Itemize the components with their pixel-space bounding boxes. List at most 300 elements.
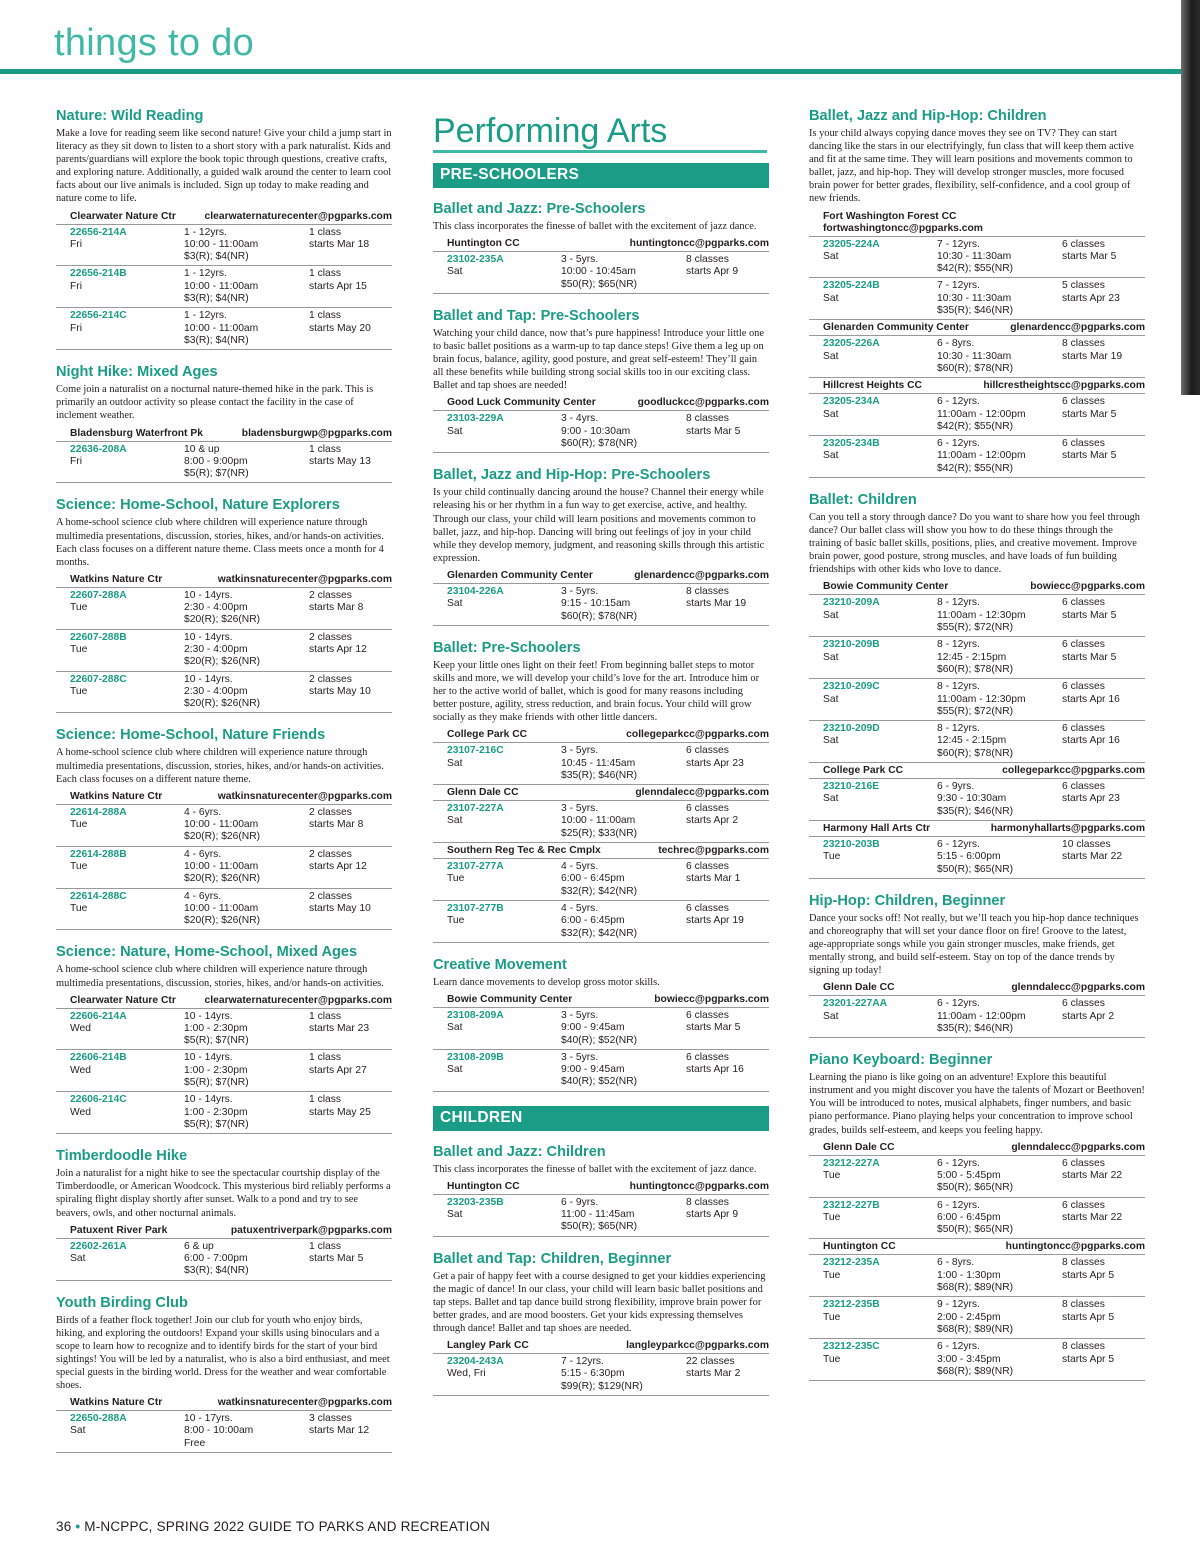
class-count: 8 classes bbox=[686, 254, 729, 266]
activity-code[interactable]: 22606-214B bbox=[70, 1052, 127, 1064]
facility-name: Glenn Dale CC bbox=[823, 1141, 895, 1153]
facility-name: Hillcrest Heights CC bbox=[823, 380, 922, 392]
fee: Free bbox=[184, 1437, 206, 1449]
activity-code[interactable]: 22636-208A bbox=[70, 443, 127, 455]
class-count: 1 class bbox=[309, 1240, 342, 1252]
fee: $68(R); $89(NR) bbox=[937, 1365, 1014, 1377]
activity-code[interactable]: 22602-261A bbox=[70, 1240, 127, 1252]
facility-email[interactable]: collegeparkcc@pgparks.com bbox=[626, 729, 769, 741]
start-date: starts Apr 16 bbox=[1062, 693, 1120, 705]
class-listing-row bbox=[56, 889, 392, 931]
facility-header bbox=[809, 1239, 1145, 1255]
activity-code[interactable]: 23203-235B bbox=[447, 1196, 504, 1208]
class-listing-row bbox=[56, 1411, 392, 1453]
facility-email[interactable]: collegeparkcc@pgparks.com bbox=[1002, 765, 1145, 777]
activity-code[interactable]: 23210-209C bbox=[823, 681, 880, 693]
spacer bbox=[70, 873, 184, 885]
meeting-time: 2:30 - 4:00pm bbox=[184, 685, 248, 697]
activity-code[interactable]: 23205-234B bbox=[823, 438, 880, 450]
start-date: starts Apr 12 bbox=[309, 643, 367, 655]
spacer bbox=[823, 664, 937, 676]
activity-code[interactable]: 22607-288A bbox=[70, 589, 127, 601]
meeting-day: Sat bbox=[823, 250, 839, 262]
class-listing-row bbox=[809, 436, 1145, 478]
class-count: 1 class bbox=[309, 1052, 342, 1064]
spacer bbox=[447, 1035, 561, 1047]
fee: $35(R); $46(NR) bbox=[561, 769, 638, 781]
program-section bbox=[56, 944, 392, 1134]
start-date: starts Mar 19 bbox=[1062, 350, 1123, 362]
meeting-day: Sat bbox=[447, 1209, 463, 1221]
spacer bbox=[823, 806, 937, 818]
program-title: Ballet, Jazz and Hip-Hop: Pre-Schoolers bbox=[433, 467, 711, 484]
program-section bbox=[56, 727, 392, 930]
activity-code[interactable]: 23104-226A bbox=[447, 585, 504, 597]
program-title: Ballet and Jazz: Children bbox=[433, 1143, 606, 1160]
age-range: 6 - 12yrs. bbox=[937, 838, 980, 850]
meeting-day: Tue bbox=[823, 1311, 841, 1323]
fee: $50(R); $65(NR) bbox=[937, 863, 1014, 875]
program-section bbox=[433, 201, 769, 294]
facility-name: Huntington CC bbox=[447, 238, 520, 250]
class-listing-row bbox=[56, 308, 392, 350]
age-range: 7 - 12yrs. bbox=[937, 238, 980, 250]
meeting-time: 9:00 - 10:30am bbox=[561, 425, 631, 437]
meeting-time: 10:00 - 11:00am bbox=[184, 860, 259, 872]
class-listing-row bbox=[809, 1255, 1145, 1297]
meeting-day: Sat bbox=[823, 450, 839, 462]
activity-code[interactable]: 22606-214A bbox=[70, 1010, 127, 1022]
class-count: 1 class bbox=[309, 1010, 342, 1022]
facility-name: Watkins Nature Ctr bbox=[70, 790, 163, 802]
activity-code[interactable]: 22656-214B bbox=[70, 268, 127, 280]
fee: $60(R); $78(NR) bbox=[561, 610, 638, 622]
facility-email[interactable]: glenndalecc@pgparks.com bbox=[635, 787, 769, 799]
facility-header bbox=[56, 993, 392, 1009]
program-title: Piano Keyboard: Beginner bbox=[809, 1052, 993, 1069]
facility-email[interactable]: clearwaternaturecenter@pgparks.com bbox=[204, 210, 392, 222]
meeting-time: 9:00 - 9:45am bbox=[561, 1064, 625, 1076]
activity-code[interactable]: 22614-288A bbox=[70, 806, 127, 818]
age-range: 10 - 14yrs. bbox=[184, 1010, 233, 1022]
class-listing-row bbox=[56, 1092, 392, 1134]
program-description: Learning the piano is like going on an adventure! Explore this beautiful instrument and you might discover you have the talents of Mozart or Beethoven! You will be introduced to notes, musical alphabets, finger numbers, and basic piano performance. Piano playing helps your concentration to improve school grades, builds self-esteem, and keeps you feeling happy. bbox=[809, 1072, 1145, 1136]
facility-name: Watkins Nature Ctr bbox=[70, 1397, 163, 1409]
activity-code[interactable]: 22656-214C bbox=[70, 310, 127, 322]
meeting-day: Tue bbox=[447, 873, 465, 885]
fee: $3(R); $4(NR) bbox=[184, 251, 249, 263]
start-date: starts Apr 5 bbox=[1062, 1269, 1115, 1281]
class-listing-row bbox=[809, 679, 1145, 721]
activity-code[interactable]: 22656-214A bbox=[70, 226, 127, 238]
meeting-day: Tue bbox=[823, 1353, 841, 1365]
facility-name: College Park CC bbox=[447, 729, 528, 741]
spacer bbox=[70, 915, 184, 927]
class-listing-row bbox=[809, 996, 1145, 1038]
age-range: 8 - 12yrs. bbox=[937, 639, 980, 651]
age-range: 10 - 14yrs. bbox=[184, 1094, 233, 1106]
page-edge-tab bbox=[1181, 0, 1200, 395]
class-count: 6 classes bbox=[1062, 1199, 1105, 1211]
fee: $50(R); $65(NR) bbox=[937, 1224, 1014, 1236]
facility-name: Bladensburg Waterfront Pk bbox=[70, 427, 203, 439]
meeting-day: Wed bbox=[70, 1022, 91, 1034]
start-date: starts Mar 22 bbox=[1062, 1169, 1123, 1181]
meeting-time: 6:00 - 6:45pm bbox=[937, 1211, 1001, 1223]
meeting-day: Sat bbox=[70, 1425, 86, 1437]
facility-header bbox=[433, 1179, 769, 1195]
age-range: 8 - 12yrs. bbox=[937, 597, 980, 609]
program-section bbox=[809, 893, 1145, 1038]
meeting-day: Tue bbox=[70, 819, 88, 831]
activity-code[interactable]: 23201-227AA bbox=[823, 998, 888, 1010]
activity-code[interactable]: 22606-214C bbox=[70, 1094, 127, 1106]
facility-email[interactable]: patuxentriverpark@pgparks.com bbox=[230, 1224, 392, 1236]
fee: $35(R); $46(NR) bbox=[937, 805, 1014, 817]
spacer bbox=[823, 864, 937, 876]
facility-header bbox=[56, 209, 392, 225]
meeting-time: 10:00 - 11:00am bbox=[184, 819, 259, 831]
start-date: starts Mar 19 bbox=[686, 598, 747, 610]
facility-header bbox=[433, 1338, 769, 1354]
page-footer bbox=[56, 1519, 490, 1534]
meeting-time: 11:00am - 12:00pm bbox=[937, 450, 1026, 462]
meeting-time: 2:30 - 4:00pm bbox=[184, 643, 248, 655]
activity-code[interactable]: 23210-209B bbox=[823, 639, 880, 651]
class-listing-row bbox=[809, 595, 1145, 637]
class-listing-row bbox=[56, 1239, 392, 1281]
facility-email[interactable]: fortwashingtoncc@pgparks.com bbox=[823, 222, 983, 234]
facility-email[interactable]: glenardencc@pgparks.com bbox=[1010, 322, 1145, 334]
meeting-day: Wed, Fri bbox=[447, 1368, 486, 1380]
activity-code[interactable]: 23205-226A bbox=[823, 338, 880, 350]
facility-email[interactable]: huntingtoncc@pgparks.com bbox=[629, 238, 769, 250]
class-listing-row bbox=[56, 847, 392, 889]
class-listing-row bbox=[56, 442, 392, 484]
facility-name: Clearwater Nature Ctr bbox=[70, 210, 176, 222]
activity-code[interactable]: 23204-243A bbox=[447, 1356, 504, 1368]
fee: $35(R); $46(NR) bbox=[937, 305, 1014, 317]
meeting-time: 8:00 - 9:00pm bbox=[184, 455, 248, 467]
age-range: 6 - 12yrs. bbox=[937, 1341, 980, 1353]
program-section bbox=[433, 308, 769, 453]
start-date: starts Apr 9 bbox=[686, 266, 739, 278]
program-description: Birds of a feather flock together! Join our club for youth who enjoy birds, hiking, and exploring the outdoors! Expand your skills using binoculars and a scope to learn how to recognize and to identify birds for the start of your bird sightings! You will be led by a naturalist, who is also a bird enthusiast, and meet special guests in the birding world. Dress for the weather and wear comfortable shoes. bbox=[56, 1314, 390, 1391]
performing-arts-rule bbox=[433, 150, 767, 153]
facility-email[interactable]: bladensburgwp@pgparks.com bbox=[241, 427, 392, 439]
facility-header bbox=[56, 789, 392, 805]
program-title: Hip-Hop: Children, Beginner bbox=[809, 892, 1006, 909]
class-listing-row bbox=[809, 637, 1145, 679]
fee: $25(R); $33(NR) bbox=[561, 827, 638, 839]
meeting-day: Sat bbox=[447, 815, 463, 827]
facility-email[interactable]: langleyparkcc@pgparks.com bbox=[626, 1340, 769, 1352]
facility-email[interactable]: harmonyhallarts@pgparks.com bbox=[990, 822, 1145, 834]
program-section bbox=[433, 640, 769, 943]
meeting-day: Fri bbox=[70, 455, 83, 467]
activity-code[interactable]: 23108-209B bbox=[447, 1051, 504, 1063]
meeting-time: 6:00 - 6:45pm bbox=[561, 873, 625, 885]
facility-header bbox=[433, 843, 769, 859]
meeting-time: 1:00 - 1:30pm bbox=[937, 1269, 1001, 1281]
activity-code[interactable]: 23102-235A bbox=[447, 254, 504, 266]
age-range: 3 - 5yrs. bbox=[561, 1051, 599, 1063]
facility-name: Good Luck Community Center bbox=[447, 397, 596, 409]
class-listing-row bbox=[809, 237, 1145, 279]
activity-code[interactable]: 22614-288C bbox=[70, 890, 127, 902]
spacer bbox=[447, 886, 561, 898]
facility-email[interactable]: watkinsnaturecenter@pgparks.com bbox=[217, 1397, 392, 1409]
fee: $5(R); $7(NR) bbox=[184, 1118, 249, 1130]
activity-code[interactable]: 23210-209A bbox=[823, 597, 880, 609]
age-range: 6 - 12yrs. bbox=[937, 1157, 980, 1169]
class-count: 2 classes bbox=[309, 589, 352, 601]
spacer bbox=[70, 698, 184, 710]
age-range: 4 - 5yrs. bbox=[561, 902, 599, 914]
fee: $20(R); $26(NR) bbox=[184, 915, 261, 927]
meeting-time: 10:00 - 10:45am bbox=[561, 266, 636, 278]
facility-email[interactable]: bowiecc@pgparks.com bbox=[654, 993, 769, 1005]
activity-code[interactable]: 23212-235C bbox=[823, 1341, 880, 1353]
program-description: Come join a naturalist on a nocturnal nature-themed hike in the park. This is primarily an outdoor activity so please contact the facility in the case of inclement weather. bbox=[56, 384, 374, 422]
program-title: Science: Home-School, Nature Explorers bbox=[56, 497, 340, 514]
activity-code[interactable]: 23210-203B bbox=[823, 838, 880, 850]
start-date: starts Apr 19 bbox=[686, 915, 744, 927]
class-count: 8 classes bbox=[1062, 1341, 1105, 1353]
facility-email[interactable]: huntingtoncc@pgparks.com bbox=[629, 1180, 769, 1192]
facility-name: Bowie Community Center bbox=[823, 581, 949, 593]
facility-email[interactable]: huntingtoncc@pgparks.com bbox=[1005, 1241, 1145, 1253]
age-range: 1 - 12yrs. bbox=[184, 268, 227, 280]
class-listing-row bbox=[433, 1050, 769, 1092]
program-description: A home-school science club where children will experience nature through multimedia presentations, discussion, stories, hikes, and/or hands-on activities. bbox=[56, 964, 384, 989]
class-count: 6 classes bbox=[686, 861, 729, 873]
meeting-day: Sat bbox=[70, 1252, 86, 1264]
activity-code[interactable]: 23103-229A bbox=[447, 413, 504, 425]
start-date: starts Apr 27 bbox=[309, 1064, 367, 1076]
meeting-time: 10:00 - 11:00am bbox=[184, 238, 259, 250]
start-date: starts May 25 bbox=[309, 1106, 371, 1118]
facility-name: Harmony Hall Arts Ctr bbox=[823, 822, 931, 834]
start-date: starts Mar 5 bbox=[309, 1252, 364, 1264]
program-section bbox=[56, 1295, 392, 1453]
meeting-day: Sat bbox=[823, 735, 839, 747]
activity-code[interactable]: 23205-224A bbox=[823, 238, 880, 250]
spacer bbox=[447, 279, 561, 291]
program-description: This class incorporates the finesse of ballet with the excitement of jazz dance. bbox=[433, 221, 757, 232]
start-date: starts Apr 16 bbox=[1062, 735, 1120, 747]
age-range: 6 - 9yrs. bbox=[937, 781, 975, 793]
facility-header bbox=[809, 1140, 1145, 1156]
fee: $40(R); $52(NR) bbox=[561, 1076, 638, 1088]
class-listing-row bbox=[809, 1339, 1145, 1381]
meeting-day: Tue bbox=[70, 860, 88, 872]
start-date: starts Apr 16 bbox=[686, 1064, 744, 1076]
facility-email[interactable]: glenardencc@pgparks.com bbox=[634, 569, 769, 581]
activity-code[interactable]: 22607-288B bbox=[70, 631, 127, 643]
meeting-day: Sat bbox=[823, 609, 839, 621]
class-listing-row bbox=[433, 1354, 769, 1396]
activity-code[interactable]: 23212-235B bbox=[823, 1299, 880, 1311]
activity-code[interactable]: 23107-227A bbox=[447, 803, 504, 815]
fee: $50(R); $65(NR) bbox=[561, 1221, 638, 1233]
facility-name: Huntington CC bbox=[447, 1180, 520, 1192]
meeting-day: Wed bbox=[70, 1106, 91, 1118]
class-listing-row bbox=[809, 837, 1145, 879]
class-listing-row bbox=[809, 1156, 1145, 1198]
spacer bbox=[823, 706, 937, 718]
start-date: starts May 13 bbox=[309, 455, 371, 467]
start-date: starts Mar 8 bbox=[309, 819, 364, 831]
activity-code[interactable]: 22650-288A bbox=[70, 1413, 127, 1425]
facility-email[interactable]: glenndalecc@pgparks.com bbox=[1011, 1141, 1145, 1153]
facility-name: College Park CC bbox=[823, 765, 904, 777]
activity-code[interactable]: 22607-288C bbox=[70, 673, 127, 685]
spacer bbox=[447, 611, 561, 623]
program-title: Night Hike: Mixed Ages bbox=[56, 364, 218, 381]
class-count: 6 classes bbox=[1062, 396, 1105, 408]
spacer bbox=[70, 1119, 184, 1131]
age-range: 6 - 12yrs. bbox=[937, 438, 980, 450]
page-number: 36 bbox=[56, 1519, 72, 1534]
activity-code[interactable]: 23107-277A bbox=[447, 861, 504, 873]
meeting-day: Sat bbox=[823, 350, 839, 362]
activity-code[interactable]: 23212-227B bbox=[823, 1199, 880, 1211]
class-listing-row bbox=[56, 225, 392, 267]
facility-name: Bowie Community Center bbox=[447, 993, 573, 1005]
meeting-time: 10:30 - 11:30am bbox=[937, 250, 1012, 262]
class-listing-row bbox=[809, 1297, 1145, 1339]
class-count: 2 classes bbox=[309, 848, 352, 860]
meeting-time: 10:30 - 11:30am bbox=[937, 292, 1012, 304]
age-range: 6 & up bbox=[184, 1240, 214, 1252]
facility-email[interactable]: clearwaternaturecenter@pgparks.com bbox=[204, 994, 392, 1006]
meeting-day: Tue bbox=[823, 851, 841, 863]
facility-header bbox=[56, 1395, 392, 1411]
activity-code[interactable]: 23205-224B bbox=[823, 280, 880, 292]
start-date: starts Apr 5 bbox=[1062, 1311, 1115, 1323]
age-range: 4 - 5yrs. bbox=[561, 861, 599, 873]
age-range: 10 - 14yrs. bbox=[184, 1052, 233, 1064]
meeting-time: 5:15 - 6:30pm bbox=[561, 1368, 625, 1380]
program-section bbox=[433, 1251, 769, 1396]
meeting-day: Tue bbox=[70, 902, 88, 914]
meeting-day: Tue bbox=[823, 1169, 841, 1181]
spacer bbox=[823, 622, 937, 634]
activity-code[interactable]: 23107-216C bbox=[447, 745, 504, 757]
meeting-day: Sat bbox=[823, 1010, 839, 1022]
class-count: 22 classes bbox=[686, 1356, 735, 1368]
age-range: 3 - 5yrs. bbox=[561, 585, 599, 597]
fee: $99(R); $129(NR) bbox=[561, 1380, 643, 1392]
meeting-time: 10:00 - 11:00am bbox=[184, 322, 259, 334]
program-title: Timberdoodle Hike bbox=[56, 1148, 188, 1165]
spacer bbox=[70, 1035, 184, 1047]
class-count: 2 classes bbox=[309, 806, 352, 818]
activity-code[interactable]: 23205-234A bbox=[823, 396, 880, 408]
age-range: 8 - 12yrs. bbox=[937, 681, 980, 693]
class-listing-row bbox=[433, 859, 769, 901]
activity-code[interactable]: 23210-209D bbox=[823, 723, 880, 735]
meeting-day: Tue bbox=[70, 685, 88, 697]
facility-email[interactable]: watkinsnaturecenter@pgparks.com bbox=[217, 573, 392, 585]
meeting-day: Tue bbox=[447, 915, 465, 927]
meeting-day: Sat bbox=[447, 598, 463, 610]
program-description: Learn dance movements to develop gross motor skills. bbox=[433, 976, 660, 988]
program-section bbox=[809, 492, 1145, 879]
meeting-time: 11:00am - 12:30pm bbox=[937, 609, 1026, 621]
activity-code[interactable]: 23212-227A bbox=[823, 1157, 880, 1169]
start-date: starts Apr 23 bbox=[1062, 292, 1120, 304]
class-listing-row bbox=[56, 588, 392, 630]
facility-email[interactable]: glenndalecc@pgparks.com bbox=[1011, 982, 1145, 994]
spacer bbox=[823, 1366, 937, 1378]
fee: $5(R); $7(NR) bbox=[184, 468, 249, 480]
start-date: starts Mar 5 bbox=[1062, 250, 1117, 262]
class-count: 6 classes bbox=[1062, 723, 1105, 735]
fee: $60(R); $78(NR) bbox=[937, 362, 1014, 374]
spacer bbox=[823, 263, 937, 275]
class-count: 2 classes bbox=[309, 890, 352, 902]
facility-email[interactable]: watkinsnaturecenter@pgparks.com bbox=[217, 790, 392, 802]
activity-code[interactable]: 23212-235A bbox=[823, 1257, 880, 1269]
age-range: 10 - 14yrs. bbox=[184, 631, 233, 643]
class-listing-row bbox=[433, 743, 769, 785]
age-range: 3 - 5yrs. bbox=[561, 1009, 599, 1021]
class-listing-row bbox=[56, 1009, 392, 1051]
meeting-time: 10:45 - 11:45am bbox=[561, 757, 636, 769]
activity-code[interactable]: 23107-277B bbox=[447, 902, 504, 914]
age-range: 8 - 12yrs. bbox=[937, 723, 980, 735]
meeting-day: Sat bbox=[823, 292, 839, 304]
program-section bbox=[809, 1052, 1145, 1381]
class-count: 6 classes bbox=[1062, 781, 1105, 793]
facility-email[interactable]: goodluckcc@pgparks.com bbox=[637, 397, 769, 409]
spacer bbox=[823, 305, 937, 317]
program-description: Join a naturalist for a night hike to see the spectacular courtship display of the Timberdoodle, or American Woodcock. This mysterious bird reliably performs a spiraling flight display shortly after sunset. Walk to a pond and try to see beavers, owls, and other nocturnal animals. bbox=[56, 1168, 391, 1219]
activity-code[interactable]: 23108-209A bbox=[447, 1009, 504, 1021]
class-listing-row bbox=[433, 584, 769, 626]
column-2 bbox=[433, 108, 769, 1410]
activity-code[interactable]: 22614-288B bbox=[70, 848, 127, 860]
program-description: Is your child always copying dance moves they see on TV? They can start dancing like the stars in our electrifyingly, fun class that will keep them active and fit at the same time. They will learn positions and movements common to ballet, jazz, and hip-hop. They will develop stronger muscles, more focused brain power for better grades, flexibility, self-confidence, and a cool group of new friends. bbox=[809, 128, 1134, 205]
age-range: 10 - 17yrs. bbox=[184, 1413, 233, 1425]
facility-email[interactable]: hillcrestheightscc@pgparks.com bbox=[983, 380, 1145, 392]
facility-name: Clearwater Nature Ctr bbox=[70, 994, 176, 1006]
meeting-day: Sat bbox=[447, 425, 463, 437]
program-description: Can you tell a story through dance? Do you want to share how you feel through dance? Our ballet class will show you how to do these things through the training of basic ballet skills, positions, plies, and creative movement. Improve brain power, good posture, strong muscles, and have loads of fun building friendships with other kids who love to dance. bbox=[809, 512, 1140, 576]
class-count: 6 classes bbox=[686, 902, 729, 914]
facility-header bbox=[433, 568, 769, 584]
meeting-time: 6:00 - 7:00pm bbox=[184, 1252, 248, 1264]
fee: $20(R); $26(NR) bbox=[184, 698, 261, 710]
age-range: 6 - 12yrs. bbox=[937, 998, 980, 1010]
age-range: 6 - 8yrs. bbox=[937, 1257, 975, 1269]
facility-header bbox=[809, 320, 1145, 336]
meeting-time: 11:00am - 12:00pm bbox=[937, 408, 1026, 420]
header-rule bbox=[0, 69, 1200, 74]
facility-email[interactable]: bowiecc@pgparks.com bbox=[1030, 581, 1145, 593]
activity-code[interactable]: 23210-216E bbox=[823, 781, 880, 793]
meeting-time: 9:00 - 9:45am bbox=[561, 1022, 625, 1034]
start-date: starts Mar 5 bbox=[686, 425, 741, 437]
program-title: Ballet: Pre-Schoolers bbox=[433, 639, 581, 656]
spacer bbox=[823, 1023, 937, 1035]
facility-email[interactable]: techrec@pgparks.com bbox=[658, 845, 769, 857]
meeting-day: Tue bbox=[823, 1269, 841, 1281]
meeting-day: Sat bbox=[823, 408, 839, 420]
facility-header bbox=[809, 821, 1145, 837]
